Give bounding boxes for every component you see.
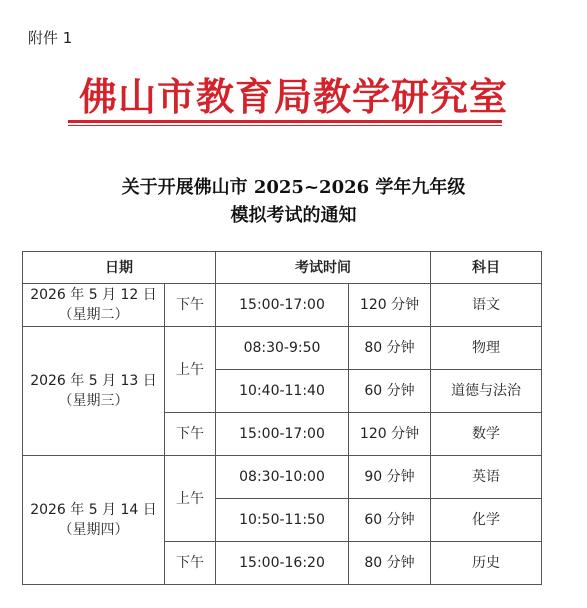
- date-text: 2026 年 5 月 12 日: [30, 287, 157, 303]
- header-subject: 科目: [431, 252, 542, 284]
- subject-cell: 历史: [431, 542, 542, 585]
- duration-cell: 60 分钟: [349, 499, 431, 542]
- table-row: [23, 284, 542, 327]
- duration-cell: 120 分钟: [349, 413, 431, 456]
- red-divider-thin: [68, 125, 502, 126]
- weekday-text: （星期二）: [58, 307, 129, 323]
- organization-header: 佛山市教育局教学研究室: [78, 74, 508, 119]
- date-text: 2026 年 5 月 13 日: [30, 373, 157, 389]
- subject-cell: 语文: [431, 284, 542, 327]
- subject-cell: 物理: [431, 327, 542, 370]
- weekday-text: （星期三）: [58, 393, 129, 409]
- subject-cell: 数学: [431, 413, 542, 456]
- table-row: [23, 456, 542, 499]
- header-date: 日期: [23, 252, 216, 284]
- date-cell: [23, 327, 165, 456]
- time-cell: 15:00-17:00: [216, 284, 349, 327]
- date-text: 2026 年 5 月 14 日: [30, 502, 157, 518]
- date-cell: [23, 284, 165, 327]
- time-cell: 15:00-16:20: [216, 542, 349, 585]
- exam-schedule-table: [22, 251, 542, 585]
- time-cell: 10:40-11:40: [216, 370, 349, 413]
- period-cell: 上午: [165, 327, 216, 413]
- weekday-text: （星期四）: [58, 522, 129, 538]
- red-divider-thick: [68, 120, 502, 123]
- attachment-label: 附件 1: [28, 29, 73, 47]
- table-header-row: [23, 252, 542, 284]
- duration-cell: 80 分钟: [349, 327, 431, 370]
- duration-cell: 80 分钟: [349, 542, 431, 585]
- period-cell: 下午: [165, 284, 216, 327]
- table-row: [23, 327, 542, 370]
- period-cell: 下午: [165, 413, 216, 456]
- date-cell: [23, 456, 165, 585]
- subject-cell: 道德与法治: [431, 370, 542, 413]
- period-cell: 上午: [165, 456, 216, 542]
- duration-cell: 60 分钟: [349, 370, 431, 413]
- time-cell: 08:30-9:50: [216, 327, 349, 370]
- time-cell: 08:30-10:00: [216, 456, 349, 499]
- notice-title-line2: 模拟考试的通知: [230, 205, 357, 226]
- subject-cell: 英语: [431, 456, 542, 499]
- period-cell: 下午: [165, 542, 216, 585]
- duration-cell: 90 分钟: [349, 456, 431, 499]
- time-cell: 15:00-17:00: [216, 413, 349, 456]
- subject-cell: 化学: [431, 499, 542, 542]
- header-exam-time: 考试时间: [216, 252, 431, 284]
- notice-title-line1: 关于开展佛山市 2025~2026 学年九年级: [121, 177, 466, 198]
- duration-cell: 120 分钟: [349, 284, 431, 327]
- time-cell: 10:50-11:50: [216, 499, 349, 542]
